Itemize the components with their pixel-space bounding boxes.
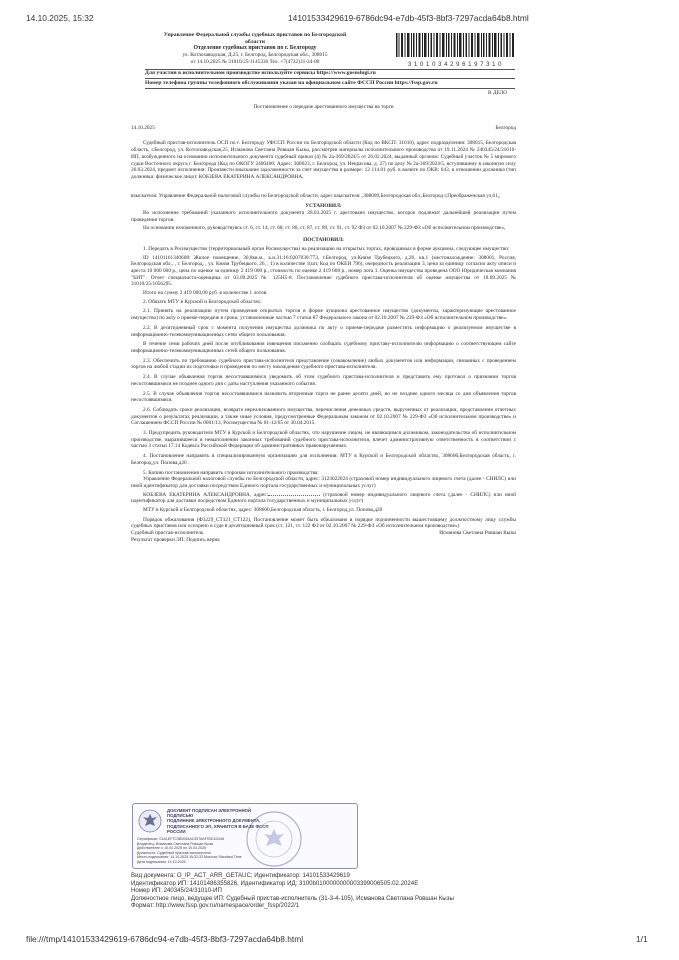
barcode-bars <box>396 33 514 57</box>
stamp-header: ДОКУМЕНТ ПОДПИСАН ЭЛЕКТРОННОЙ ПОДПИСЬЮ <box>167 808 252 819</box>
stamp-detail: Место подписания: 14.10.2025 15:32:33 Moscow Standard Time <box>137 855 242 859</box>
divider <box>145 78 515 79</box>
clause-2-2-extra: В течение семи рабочих дней после опубликования извещения письменно сообщать судебному приставу-исполнителю информацию о соответствующем сайте информационно-телекоммуникационных сетей общего пользования. <box>131 341 516 354</box>
property-description: ID 14101161340608: Жилое помещение, 30,8кв.м., к.н.31:16:0207030:773, г.Белгород, ул.Князя Трубецкого, д.26, кв.1 (местонахождение: 308001, Россия, Белгородская обл., , г. Белгород, , ул. Князя Трубецкого, 26, , 1) в количестве 1(шт, Код по ОКЕИ 796), очередность реализации 3, цена за единицу согласно акту описи и ареста 10 000 000 р., цена по оценке за единицу 2 419 000 р., стоимость по оценке 2 419 000 р., номер лота 1. Оценка имущества проведена ООО Юридическая компания "БИТ". Отчет специалиста-оценщика от 03.09.2025 № 125Н5-8. Постановление судебного пристава-исполнителя об оценке имущества от 18.09.2025 № 31010/25/1056295. <box>131 254 516 288</box>
letterhead-line: Отделение судебных приставов по г. Белгороду <box>193 45 317 52</box>
barcode-number: 3 1 0 1 0 3 4 2 9 6 1 9 7 3 1 0 <box>408 62 502 68</box>
page-counter: 1/1 <box>636 934 648 944</box>
phone-notice: Номер телефона группы телефонного обслуживания указан на официальном сайте ФССП России https://fssp.gov.ru <box>145 80 438 86</box>
stamp-cert: Сертификат: 01A1EF7C3B0054AC3976AF93D1D046 <box>137 837 225 841</box>
document-title: Постановление о передаче арестованного имущества на торги <box>253 104 394 110</box>
document-metadata <box>131 872 531 910</box>
debtor-snils-note: (страховой номер индивидуального лицевого счета (далее - СНИЛС) или иной идентификатор для доставки посредством Единого портала государственных и муниципальных услуг) <box>131 491 516 505</box>
barcode <box>396 33 514 68</box>
print-datetime: 14.10.2025, 15:32 <box>26 13 94 23</box>
stamp-header: ПОДЛИННИК ЭЛЕКТРОННОГО ДОКУМЕНТА, <box>167 818 261 824</box>
signature-check-result: Результат проверки ЭП: Подпись верна <box>131 536 220 543</box>
print-footer-url: file:///tmp/14101533429619-6786dc94-e7db-45f3-8bf3-7297acda64b8.html <box>26 934 304 944</box>
resolved-heading: ПОСТАНОВИЛ: <box>303 237 344 244</box>
letterhead-line: области <box>245 38 265 45</box>
clause-2-3: 2.3. Обеспечить по требованию судебного пристава-исполнителя представление (ознакомление) любых документов или информации, связанных с проведением торгов на любой стадии их подготовки и проведения по месту нахождения судебного пристава-исполнителя. <box>131 357 516 371</box>
claimant-paragraph: взыскателя: Управление Федеральной налоговой службы по Белгородской области, адрес взыскателя: ,308009,Белгородская обл.,Белгород г,Преображенская ул,61,, <box>131 192 501 199</box>
clause-2-4: 2.4. В случае объявления торгов несостоявшимися уведомить об этом судебного пристава-исполнителя и представить ему протокол о признании торгов несостоявшимися не позднее одного дня с даты наступления указанного события. <box>131 374 516 387</box>
recipient-debtor <box>131 492 516 505</box>
clause-1: 1. Передать в Росимущество (территориальный орган Росимущества) на реализацию на открытых торгах, проводимых в форме аукциона, следующее имущество: <box>143 245 510 252</box>
clause-2: 2. Обязать МТУ в Курской и Белгородской областях: <box>143 298 262 305</box>
basis-paragraph: На основании изложенного, руководствуясь ст. 6, ст. 14, ст. 68, ст. 80, ст. 87, ст. 89, ст. 91, ст. 92 ФЗ от 02.10.2007 № 229-ФЗ «Об исполнительном производстве», <box>143 225 506 232</box>
document-city: Белгород <box>495 124 516 131</box>
clause-2-2: 2.2. В десятидневный срок с момента получения имущества должника по акту о приеме-передаче разместить информацию о реализуемом имуществе в информационно-телекоммуникационных сетях общего пользования. <box>131 324 516 338</box>
established-paragraph: Во исполнение требований указанного исполнительного документа 28.03.2025 г. арестовано имущество, которое подлежит дальнейшей реализации путем проведения торгов. <box>131 210 516 223</box>
clause-2-5: 2.5. В случае объявления торгов несостоявшимися назначить вторичные торги не ранее десяти дней, но не позднее одного месяца со дня объявления торгов несостоявшимися. <box>131 390 516 404</box>
document-body <box>131 100 516 544</box>
letterhead <box>145 32 365 66</box>
clause-4: 4. Постановление направить в специализированную организацию для исполнения: МТУ в Курской и Белгородской областях, 308600,Белгородская область, г. Белгород,ул. Попова,д20 . <box>131 453 516 466</box>
stamp-valid: Действителен с 10.04.2025 по 10.04.2026 <box>137 846 207 850</box>
meta-ids: Идентификатор ИП: 14101486355826, Идентификатор ИД: 3100b0100000000003399006505.02.2024Е <box>131 879 419 887</box>
address-blank <box>268 495 320 496</box>
stamp-header: ПОДПИСАННОГО ЭП, ХРАНИТСЯ В БАЗЕ ФССП РОССИИ <box>167 823 269 834</box>
divider <box>145 88 515 89</box>
letterhead-line: ул. Котлозаводская, Д.25, г. Белгород, Белгородская обл., 308015 <box>182 52 328 59</box>
signature-row <box>131 530 516 537</box>
stamp-detail: Должность: Судебный пристав-исполнитель <box>137 850 211 855</box>
letterhead-line: от 14.10.2025 № 31010/25/1145336 Тел. +7(4722)31-24-00 <box>190 58 320 65</box>
debtor-name: КОБЗЕВА ЕКАТЕРИНА АЛЕКСАНДРОВНА, адрес: <box>143 491 269 498</box>
established-heading: УСТАНОВИЛ: <box>305 203 342 210</box>
stamp-detail: Дата подписания: 14.10.2025 <box>137 859 186 864</box>
letterhead-line: Управление Федеральной службы судебных приставов по Белгородской <box>163 32 347 38</box>
clause-2-6: 2.6. Соблюдать сроки реализации, возврата нереализованного имущества, перечисления денежных средств, вырученных от реализации, представления отчетных документов о результатах реализации, а также иные условия, предусмотренные Федеральным законом от 02.10.2007 № 229-ФЗ «Об исполнительном производстве» и Соглашением ФССП России № 0001/13, Росимущества № 01-12/65 от 30.04.2015. <box>131 406 516 427</box>
to-case-mark: В ДЕЛО <box>488 90 508 96</box>
signer-title: Судебный пристав-исполнитель <box>131 530 204 537</box>
stamp-owner: Владелец: Исманова Светлана Ровшан Кызы <box>137 841 214 846</box>
e-signature-stamp <box>132 803 358 869</box>
signer-name: Исманова Светлана Ровшан Кызы <box>439 530 516 537</box>
recipient-mtu: МТУ в Курской и Белгородской областях, адрес: 308600,Белгородская область, г. Белгород,ул. Попова,д20 <box>143 507 383 514</box>
print-title: 14101533429619-6786dc94-e7db-45f3-8bf3-7297acda64b8.html <box>288 13 529 23</box>
blank-line <box>131 181 516 193</box>
total-line: Итого на сумму 2 419 000,00 руб. в количестве 1 лотов. <box>143 290 268 297</box>
appeal-paragraph: Порядок обжалования (Ф3229_СТ121_СТ122), Постановление может быть обжаловано в порядке подчиненности вышестоящему должностному лицу службы судебных приставов или оспорено в суде в десятидневный срок (ст. 121, ст. 122 ФЗ от 02.10.2007 № 229-ФЗ «Об исполнительном производстве») <box>131 516 516 530</box>
clause-5: 5. Копию постановления направить сторонам исполнительного производства: <box>143 469 319 476</box>
meta-ip-number: Номер ИП: 240345/24/31010-ИП <box>131 887 222 895</box>
meta-official: Должностное лицо, ведущее ИП: Судебный пристав-исполнитель (31-3-4-105), Исманова Светлана Ровшан Кызы <box>131 894 454 902</box>
clause-2-1: 2.1. Принять на реализацию путем проведения открытых торгов в форме аукциона арестованное имущество (документы, характеризующие арестованное имущество) по акту о приеме-передаче в сроки, установленные частью 7 статьи 87 Федерального закона от 02.10.2007 № 229-ФЗ «Об исполнительном производстве». <box>131 308 516 322</box>
intro-paragraph: Судебный пристав-исполнитель ОСП по г. Белгороду УФССП России по Белгородской области (Код по ВКСП: 31010), адрес подразделения: 308015, Белгородская область, г.Белгород, ул. Котлозаводская,25, Исманова Светлана Ровшан Кызы, рассмотрев материалы исполнительного производства от 19.11.2024 № 240345/24/31010-ИП, возбужденного на основании исполнительного документа судебный приказ (4) № 2а-369/2024/5 от 26.02.2024, выданный органом: Судебный участок № 5 мирового судьи Восточного округа г. Белгорода (Код по ОКОГУ 2400400; Адрес: 308023, г. Белгород, ул. Некрасова, д. 27) по делу № 2а-369/2024/5, вступившему в законную силу 26.03.2024, предмет исполнения: Произвести взыскание задолженности за счет имущества в размере: 12 114.01 руб. в валюте по ОКВ: 643, в отношении должника (тип должника: физическое лицо): КОБЗЕВА ЕКАТЕРИНА АЛЕКСАНДРОВНА, <box>131 140 516 180</box>
document-date: 14.10.2025 <box>131 124 155 131</box>
meta-doc-type: Вид документа: O_IP_ACT_ARR_GETAUC; Идентификатор: 14101533429619 <box>131 872 350 879</box>
recipient-tax-service: Управление Федеральной налоговой службы по Белгородской области, адрес: 3123022024 (страховой номер индивидуального лицевого счета (далее - СНИЛС) или иной идентификатор для доставки посредством Единого портала государственных и муниципальных услуг) <box>131 476 516 489</box>
date-city-row <box>131 125 516 132</box>
meta-format: Формат: http://www.fssp.gov.ru/namespace/order_fssp/2022/1 <box>131 902 300 910</box>
clause-3: 3. Предупредить руководителя МТУ в Курской и Белгородской областях, что нарушение лицом, не являющимся должником, законодательства об исполнительном производстве, выразившееся в невыполнении законных требований судебного пристава-исполнителя, влечет административную ответственность в соответствии с частью 3 статьи 17.14 Кодекса Российской Федерации об административных правонарушениях. <box>131 430 516 450</box>
services-notice: Для участия в исполнительном производстве используйте сервисы https://www.gosuslugi.ru <box>145 70 376 76</box>
coat-of-arms-icon <box>137 808 163 834</box>
